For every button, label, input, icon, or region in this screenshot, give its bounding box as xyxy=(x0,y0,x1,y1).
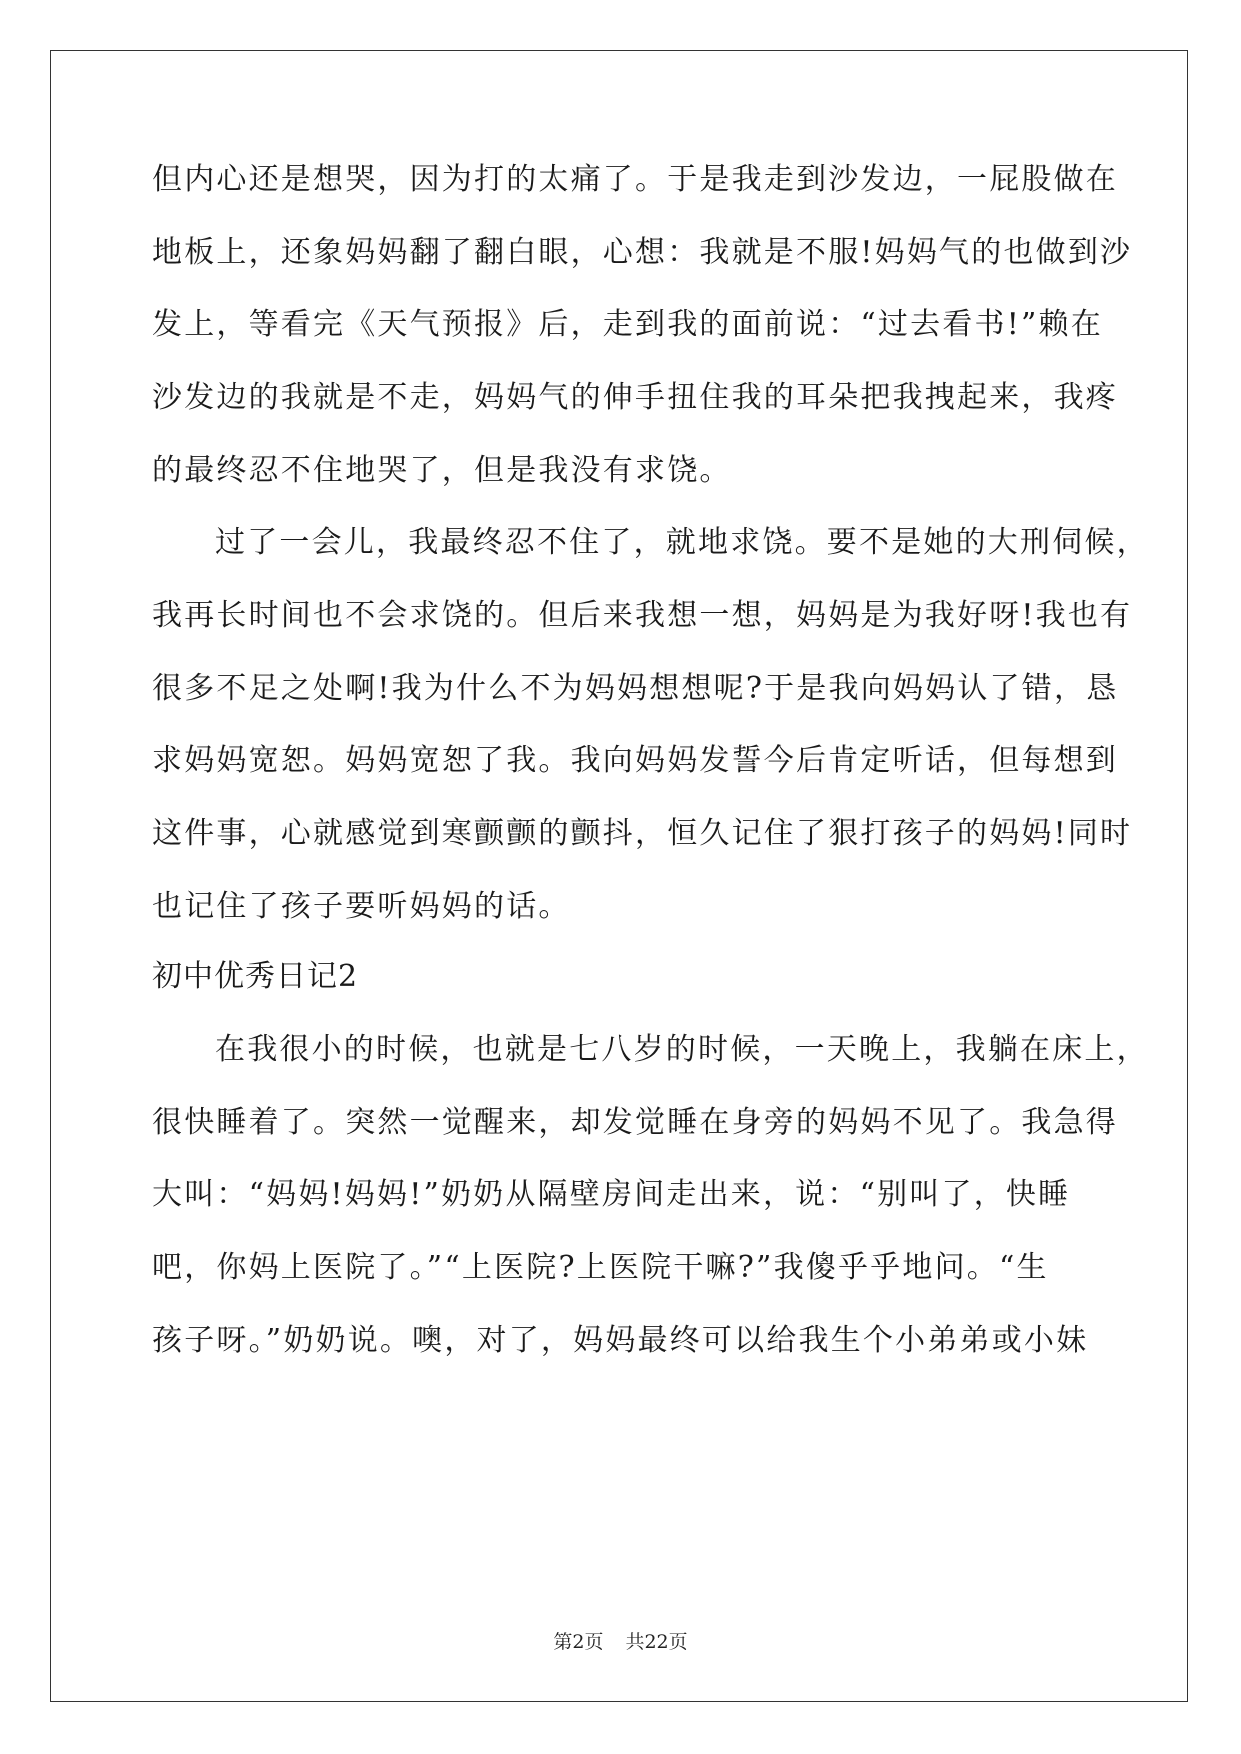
text-line: 这件事，心就感觉到寒颤颤的颤抖，恒久记住了狠打孩子的妈妈!同时 xyxy=(152,816,1133,851)
page-footer xyxy=(0,1630,1241,1654)
text-line: 求妈妈宽恕。妈妈宽恕了我。我向妈妈发誓今后肯定听话，但每想到 xyxy=(152,743,1118,778)
text-line: 大叫：“妈妈!妈妈!”奶奶从隔壁房间走出来，说：“别叫了，快睡 xyxy=(152,1177,1071,1212)
text-line: 很快睡着了。突然一觉醒来，却发觉睡在身旁的妈妈不见了。我急得 xyxy=(152,1105,1118,1140)
text-line: 也记住了孩子要听妈妈的话。 xyxy=(152,889,571,924)
text-line: 我再长时间也不会求饶的。但后来我想一想，妈妈是为我好呀!我也有 xyxy=(152,598,1133,633)
section-heading: 初中优秀日记2 xyxy=(152,959,359,994)
page-border xyxy=(50,50,1188,1702)
text-line: 但内心还是想哭，因为打的太痛了。于是我走到沙发边，一屁股做在 xyxy=(152,162,1118,197)
page-total: 共22页 xyxy=(625,1631,688,1653)
text-line: 发上，等看完《天气预报》后，走到我的面前说：“过去看书!”赖在 xyxy=(152,307,1103,342)
text-line: 沙发边的我就是不走，妈妈气的伸手扭住我的耳朵把我拽起来，我疼 xyxy=(152,380,1118,415)
page-number: 第2页 xyxy=(553,1631,604,1653)
paragraph-first-line: 在我很小的时候，也就是七八岁的时候，一天晚上，我躺在床上， xyxy=(215,1032,1149,1067)
paragraph-first-line: 过了一会儿，我最终忍不住了，就地求饶。要不是她的大刑伺候， xyxy=(215,525,1149,560)
text-line: 吧，你妈上医院了。”“上医院?上医院干嘛?”我傻乎乎地问。“生 xyxy=(152,1250,1049,1285)
text-line: 地板上，还象妈妈翻了翻白眼，心想：我就是不服!妈妈气的也做到沙 xyxy=(152,235,1133,270)
text-line: 很多不足之处啊!我为什么不为妈妈想想呢?于是我向妈妈认了错，恳 xyxy=(152,671,1119,706)
text-line: 孩子呀。”奶奶说。噢，对了，妈妈最终可以给我生个小弟弟或小妹 xyxy=(152,1323,1089,1358)
text-line: 的最终忍不住地哭了，但是我没有求饶。 xyxy=(152,453,732,488)
